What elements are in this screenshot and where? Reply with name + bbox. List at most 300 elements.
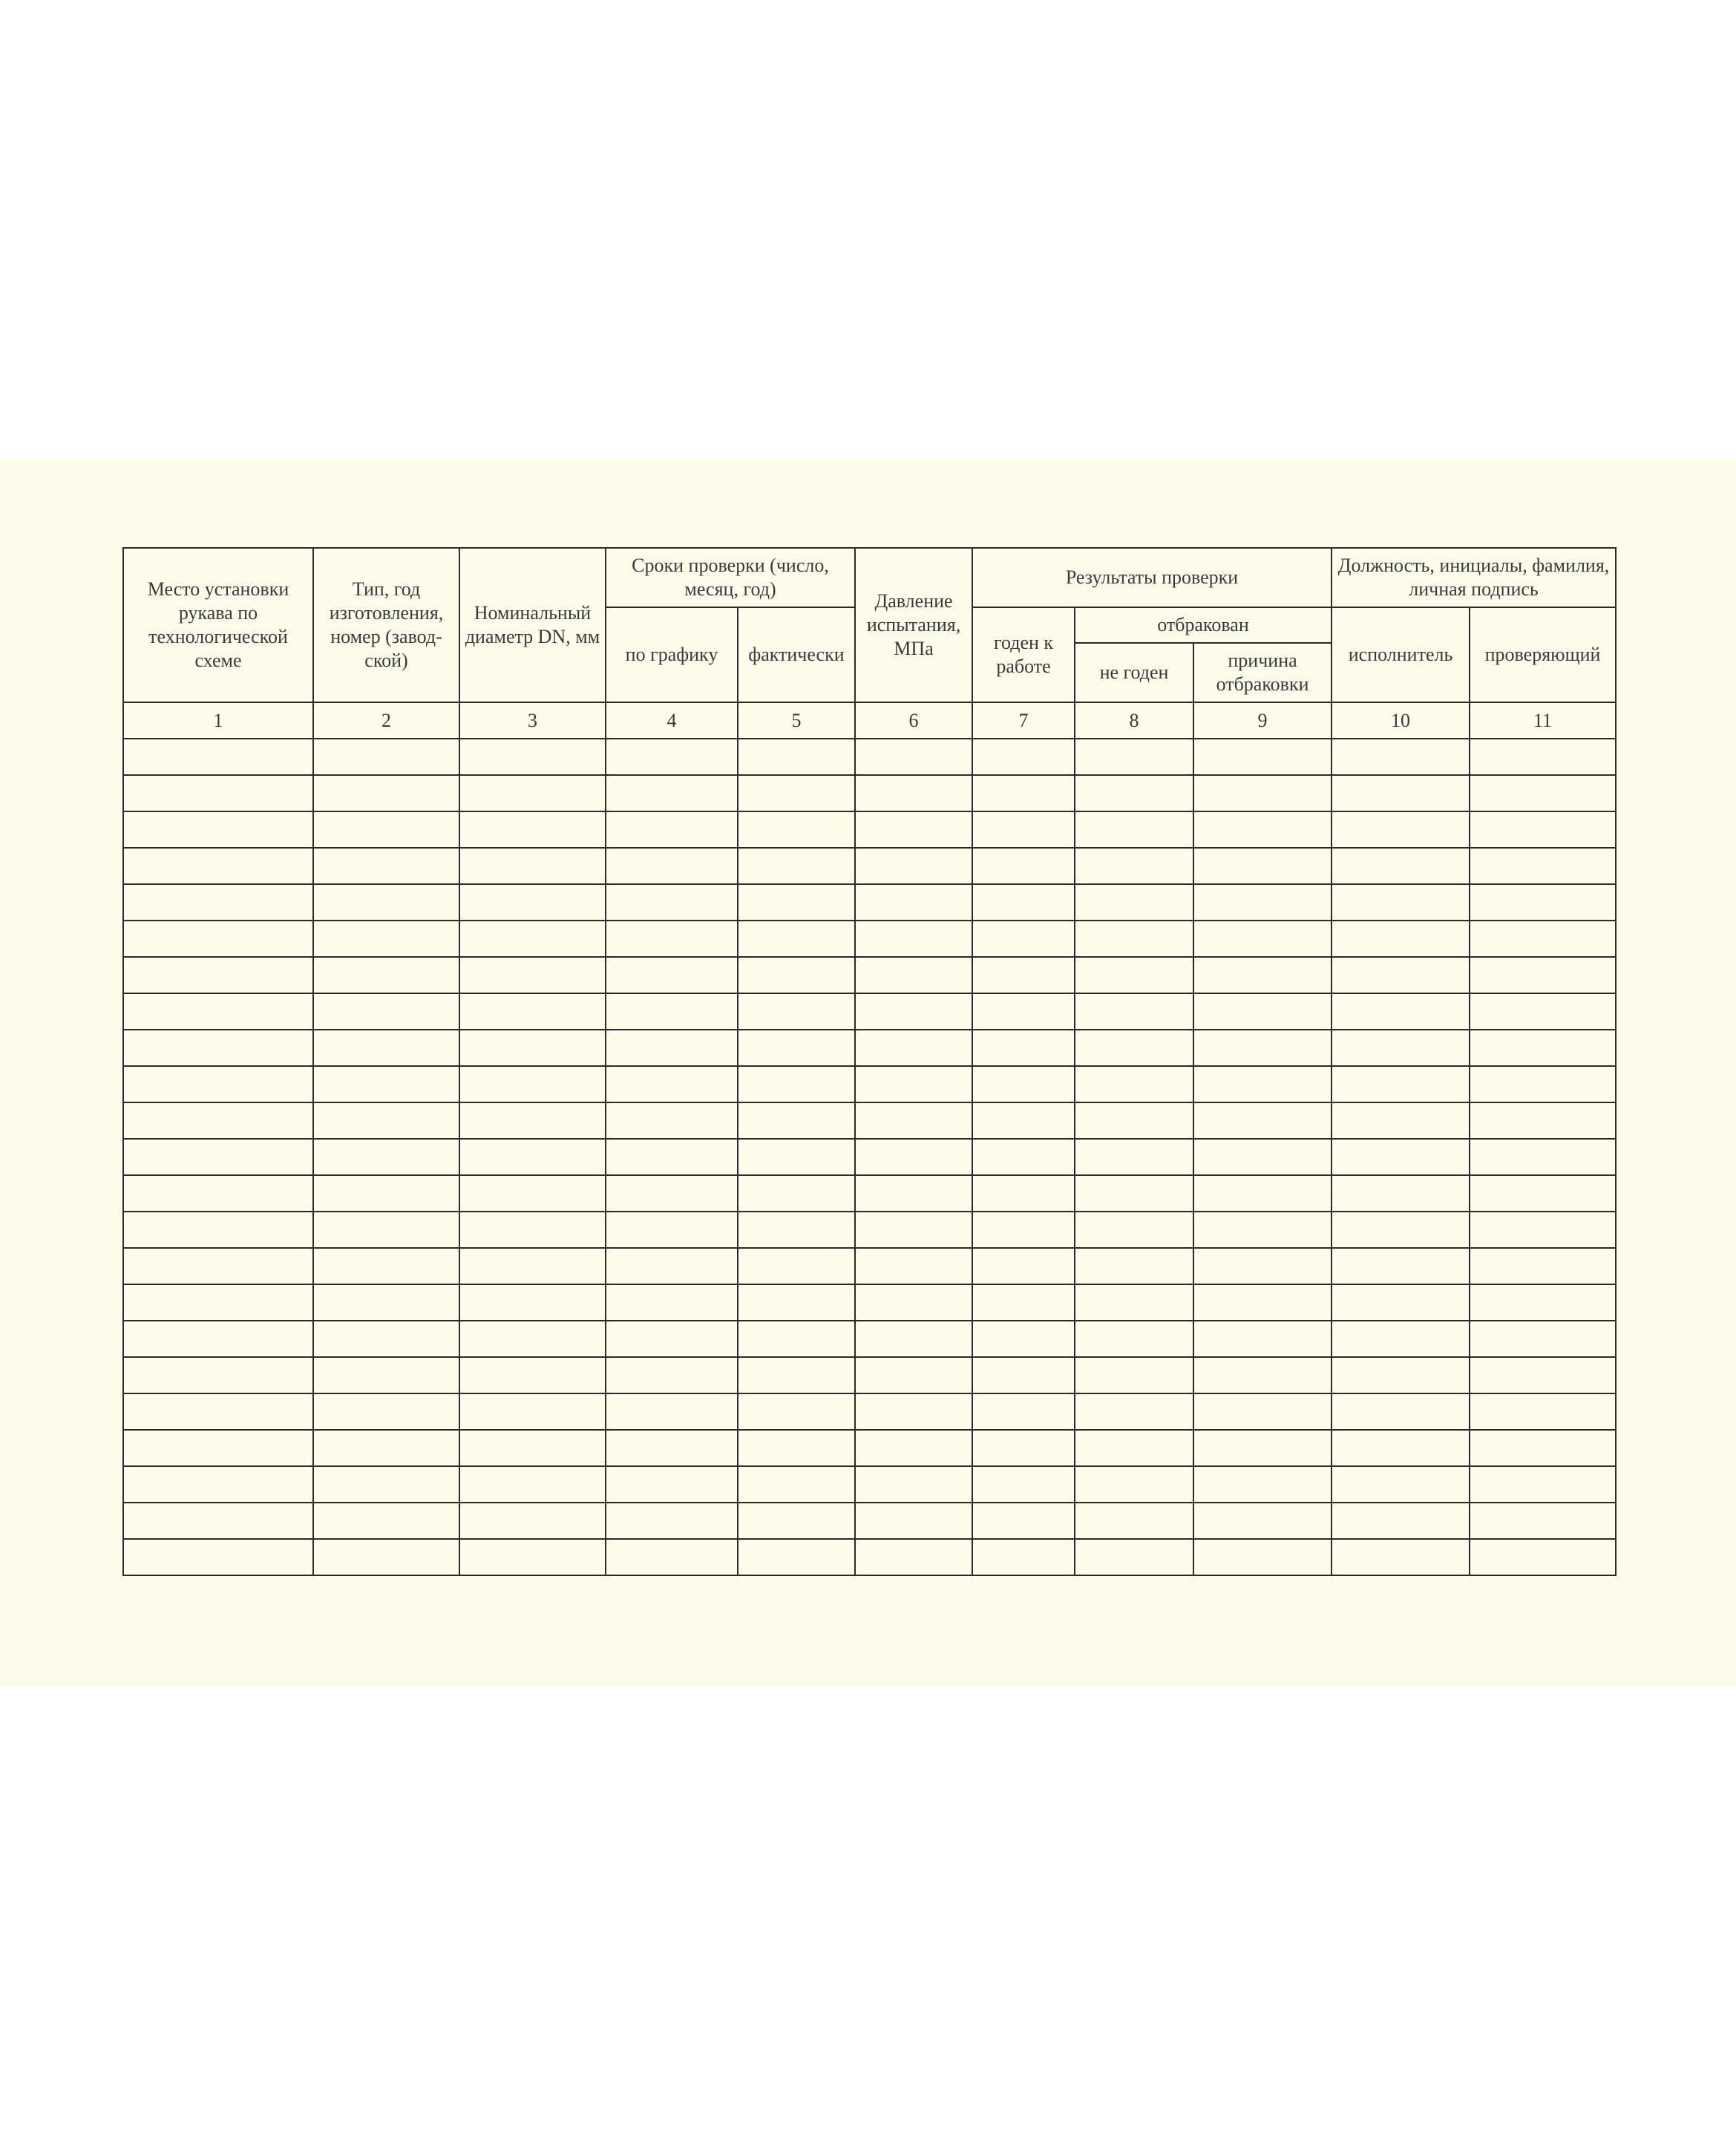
entry-cell[interactable] bbox=[972, 921, 1075, 957]
entry-cell[interactable] bbox=[1470, 739, 1616, 775]
header-scheduled: по графику bbox=[606, 607, 738, 702]
entry-cell[interactable] bbox=[855, 739, 972, 775]
entry-cell[interactable] bbox=[1332, 1321, 1470, 1357]
table-row bbox=[123, 1321, 1616, 1357]
entry-cell[interactable] bbox=[313, 848, 459, 884]
entry-cell[interactable] bbox=[123, 1139, 313, 1175]
entry-cell[interactable] bbox=[1193, 1066, 1332, 1102]
entry-cell[interactable] bbox=[1470, 1284, 1616, 1321]
entry-cell[interactable] bbox=[123, 921, 313, 957]
entry-cell[interactable] bbox=[123, 848, 313, 884]
entry-cell[interactable] bbox=[459, 1430, 606, 1466]
entry-cell[interactable] bbox=[738, 739, 855, 775]
entry-cell[interactable] bbox=[972, 848, 1075, 884]
entry-cell[interactable] bbox=[738, 1466, 855, 1503]
entry-cell[interactable] bbox=[606, 1102, 738, 1139]
entry-cell[interactable] bbox=[1193, 1357, 1332, 1393]
entry-cell[interactable] bbox=[1075, 1139, 1193, 1175]
entry-cell[interactable] bbox=[1332, 921, 1470, 957]
entry-cell[interactable] bbox=[606, 1284, 738, 1321]
entry-cell[interactable] bbox=[313, 1430, 459, 1466]
entry-cell[interactable] bbox=[313, 921, 459, 957]
entry-cell[interactable] bbox=[313, 957, 459, 993]
entry-cell[interactable] bbox=[855, 884, 972, 921]
entry-cell[interactable] bbox=[1332, 848, 1470, 884]
table-row bbox=[123, 1393, 1616, 1430]
table-row bbox=[123, 811, 1616, 848]
entry-cell[interactable] bbox=[313, 1066, 459, 1102]
entry-cell[interactable] bbox=[1193, 921, 1332, 957]
entry-cell[interactable] bbox=[738, 1393, 855, 1430]
entry-cell[interactable] bbox=[1332, 811, 1470, 848]
entry-cell[interactable] bbox=[972, 1102, 1075, 1139]
entry-cell[interactable] bbox=[738, 1102, 855, 1139]
entry-cell[interactable] bbox=[1332, 1066, 1470, 1102]
entry-cell[interactable] bbox=[313, 1248, 459, 1284]
entry-cell[interactable] bbox=[459, 1466, 606, 1503]
entry-cell[interactable] bbox=[855, 775, 972, 811]
column-number: 5 bbox=[738, 702, 855, 739]
entry-cell[interactable] bbox=[1075, 1357, 1193, 1393]
entry-cell[interactable] bbox=[606, 884, 738, 921]
entry-cell[interactable] bbox=[606, 1357, 738, 1393]
entry-cell[interactable] bbox=[738, 1212, 855, 1248]
column-number: 7 bbox=[972, 702, 1075, 739]
entry-cell[interactable] bbox=[1193, 1175, 1332, 1212]
entry-cell[interactable] bbox=[972, 1466, 1075, 1503]
entry-cell[interactable] bbox=[1470, 1066, 1616, 1102]
entry-cell[interactable] bbox=[313, 1102, 459, 1139]
entry-cell[interactable] bbox=[1332, 884, 1470, 921]
table-body bbox=[123, 702, 1616, 1575]
entry-cell[interactable] bbox=[1193, 1503, 1332, 1539]
entry-cell[interactable] bbox=[855, 1539, 972, 1575]
table-row bbox=[123, 1248, 1616, 1284]
entry-cell[interactable] bbox=[123, 1212, 313, 1248]
entry-cell[interactable] bbox=[459, 884, 606, 921]
entry-cell[interactable] bbox=[1193, 848, 1332, 884]
table-row bbox=[123, 1066, 1616, 1102]
entry-cell[interactable] bbox=[123, 1175, 313, 1212]
entry-cell[interactable] bbox=[606, 1393, 738, 1430]
entry-cell[interactable] bbox=[738, 1030, 855, 1066]
entry-cell[interactable] bbox=[1470, 1503, 1616, 1539]
entry-cell[interactable] bbox=[1470, 957, 1616, 993]
entry-cell[interactable] bbox=[1470, 811, 1616, 848]
entry-cell[interactable] bbox=[459, 1175, 606, 1212]
entry-cell[interactable] bbox=[459, 1393, 606, 1430]
entry-cell[interactable] bbox=[855, 1066, 972, 1102]
header-group-results: Результаты проверки bbox=[972, 548, 1332, 607]
entry-cell[interactable] bbox=[855, 1175, 972, 1212]
entry-cell[interactable] bbox=[1075, 1066, 1193, 1102]
entry-cell[interactable] bbox=[855, 993, 972, 1030]
entry-cell[interactable] bbox=[1193, 1030, 1332, 1066]
entry-cell[interactable] bbox=[1470, 775, 1616, 811]
header-type-year-number: Тип, год изготовления, номер (завод-ской) bbox=[313, 548, 459, 702]
entry-cell[interactable] bbox=[459, 1102, 606, 1139]
entry-cell[interactable] bbox=[1470, 1102, 1616, 1139]
entry-cell[interactable] bbox=[123, 1102, 313, 1139]
entry-cell[interactable] bbox=[1075, 1503, 1193, 1539]
entry-cell[interactable] bbox=[1470, 848, 1616, 884]
column-number: 2 bbox=[313, 702, 459, 739]
entry-cell[interactable] bbox=[855, 1393, 972, 1430]
entry-cell[interactable] bbox=[1470, 993, 1616, 1030]
entry-cell[interactable] bbox=[606, 921, 738, 957]
entry-cell[interactable] bbox=[972, 993, 1075, 1030]
entry-cell[interactable] bbox=[1332, 1503, 1470, 1539]
entry-cell[interactable] bbox=[1332, 1357, 1470, 1393]
table-row bbox=[123, 884, 1616, 921]
table-row bbox=[123, 921, 1616, 957]
entry-cell[interactable] bbox=[313, 884, 459, 921]
entry-cell[interactable] bbox=[313, 1393, 459, 1430]
table-row bbox=[123, 993, 1616, 1030]
entry-cell[interactable] bbox=[1332, 1175, 1470, 1212]
entry-cell[interactable] bbox=[738, 1284, 855, 1321]
entry-cell[interactable] bbox=[1470, 1175, 1616, 1212]
entry-cell[interactable] bbox=[606, 1030, 738, 1066]
entry-cell[interactable] bbox=[123, 739, 313, 775]
entry-cell[interactable] bbox=[606, 1539, 738, 1575]
table-row bbox=[123, 1539, 1616, 1575]
entry-cell[interactable] bbox=[606, 1466, 738, 1503]
entry-cell[interactable] bbox=[1470, 1430, 1616, 1466]
entry-cell[interactable] bbox=[738, 1430, 855, 1466]
entry-cell[interactable] bbox=[1075, 921, 1193, 957]
entry-cell[interactable] bbox=[459, 1503, 606, 1539]
entry-cell[interactable] bbox=[1075, 1030, 1193, 1066]
entry-cell[interactable] bbox=[313, 1539, 459, 1575]
entry-cell[interactable] bbox=[459, 921, 606, 957]
entry-cell[interactable] bbox=[1075, 957, 1193, 993]
entry-cell[interactable] bbox=[1193, 1466, 1332, 1503]
entry-cell[interactable] bbox=[972, 957, 1075, 993]
entry-cell[interactable] bbox=[1470, 1321, 1616, 1357]
entry-cell[interactable] bbox=[123, 1430, 313, 1466]
entry-cell[interactable] bbox=[459, 1284, 606, 1321]
entry-cell[interactable] bbox=[313, 993, 459, 1030]
entry-cell[interactable] bbox=[972, 1175, 1075, 1212]
entry-cell[interactable] bbox=[1075, 884, 1193, 921]
entry-cell[interactable] bbox=[313, 1212, 459, 1248]
header-nominal-diameter: Номинальный диаметр DN, мм bbox=[459, 548, 606, 702]
entry-cell[interactable] bbox=[1075, 1430, 1193, 1466]
entry-cell[interactable] bbox=[972, 1066, 1075, 1102]
entry-cell[interactable] bbox=[972, 1284, 1075, 1321]
table-row bbox=[123, 1139, 1616, 1175]
entry-cell[interactable] bbox=[1470, 1393, 1616, 1430]
hose-inspection-table bbox=[122, 547, 1617, 1576]
entry-cell[interactable] bbox=[459, 957, 606, 993]
entry-cell[interactable] bbox=[313, 1284, 459, 1321]
entry-cell[interactable] bbox=[1470, 1357, 1616, 1393]
entry-cell[interactable] bbox=[606, 1066, 738, 1102]
entry-cell[interactable] bbox=[972, 1539, 1075, 1575]
entry-cell[interactable] bbox=[1470, 884, 1616, 921]
entry-cell[interactable] bbox=[606, 993, 738, 1030]
entry-cell[interactable] bbox=[1470, 1466, 1616, 1503]
entry-cell[interactable] bbox=[1193, 775, 1332, 811]
table-row bbox=[123, 1357, 1616, 1393]
entry-cell[interactable] bbox=[123, 1539, 313, 1575]
entry-cell[interactable] bbox=[313, 1503, 459, 1539]
entry-cell[interactable] bbox=[459, 811, 606, 848]
header-performer: исполнитель bbox=[1332, 607, 1470, 702]
entry-cell[interactable] bbox=[855, 1466, 972, 1503]
entry-cell[interactable] bbox=[855, 921, 972, 957]
entry-cell[interactable] bbox=[972, 775, 1075, 811]
table-row bbox=[123, 775, 1616, 811]
entry-cell[interactable] bbox=[313, 1175, 459, 1212]
entry-cell[interactable] bbox=[1075, 1466, 1193, 1503]
entry-cell[interactable] bbox=[855, 957, 972, 993]
entry-cell[interactable] bbox=[855, 1503, 972, 1539]
entry-cell[interactable] bbox=[738, 1321, 855, 1357]
entry-cell[interactable] bbox=[123, 1393, 313, 1430]
entry-cell[interactable] bbox=[313, 1466, 459, 1503]
header-actual: фактически bbox=[738, 607, 855, 702]
entry-cell[interactable] bbox=[738, 1357, 855, 1393]
entry-cell[interactable] bbox=[1193, 1139, 1332, 1175]
entry-cell[interactable] bbox=[1332, 1248, 1470, 1284]
entry-cell[interactable] bbox=[459, 739, 606, 775]
entry-cell[interactable] bbox=[738, 1539, 855, 1575]
entry-cell[interactable] bbox=[972, 1357, 1075, 1393]
entry-cell[interactable] bbox=[855, 1248, 972, 1284]
entry-cell[interactable] bbox=[855, 1284, 972, 1321]
entry-cell[interactable] bbox=[855, 1030, 972, 1066]
entry-cell[interactable] bbox=[123, 884, 313, 921]
entry-cell[interactable] bbox=[1470, 921, 1616, 957]
entry-cell[interactable] bbox=[1193, 1321, 1332, 1357]
entry-cell[interactable] bbox=[738, 921, 855, 957]
entry-cell[interactable] bbox=[972, 1430, 1075, 1466]
entry-cell[interactable] bbox=[972, 1393, 1075, 1430]
entry-cell[interactable] bbox=[606, 739, 738, 775]
entry-cell[interactable] bbox=[459, 1248, 606, 1284]
entry-cell[interactable] bbox=[972, 1248, 1075, 1284]
entry-cell[interactable] bbox=[1193, 1539, 1332, 1575]
column-number: 6 bbox=[855, 702, 972, 739]
entry-cell[interactable] bbox=[1470, 1539, 1616, 1575]
column-number: 10 bbox=[1332, 702, 1470, 739]
entry-cell[interactable] bbox=[459, 1030, 606, 1066]
entry-cell[interactable] bbox=[972, 811, 1075, 848]
entry-cell[interactable] bbox=[972, 1030, 1075, 1066]
entry-cell[interactable] bbox=[313, 1321, 459, 1357]
entry-cell[interactable] bbox=[1075, 1175, 1193, 1212]
table-row bbox=[123, 1430, 1616, 1466]
entry-cell[interactable] bbox=[972, 739, 1075, 775]
table-row bbox=[123, 1175, 1616, 1212]
entry-cell[interactable] bbox=[606, 1321, 738, 1357]
entry-cell[interactable] bbox=[1075, 775, 1193, 811]
entry-cell[interactable] bbox=[1075, 1284, 1193, 1321]
entry-cell[interactable] bbox=[1332, 1430, 1470, 1466]
table-row bbox=[123, 1503, 1616, 1539]
entry-cell[interactable] bbox=[1193, 884, 1332, 921]
entry-cell[interactable] bbox=[855, 1102, 972, 1139]
entry-cell[interactable] bbox=[606, 775, 738, 811]
entry-cell[interactable] bbox=[1075, 811, 1193, 848]
entry-cell[interactable] bbox=[123, 811, 313, 848]
header-group-person: Должность, инициалы, фамилия, личная подпись bbox=[1332, 548, 1616, 607]
entry-cell[interactable] bbox=[738, 1175, 855, 1212]
entry-cell[interactable] bbox=[459, 993, 606, 1030]
table-row bbox=[123, 1212, 1616, 1248]
header-location: Место установки рукава по технологической схеме bbox=[123, 548, 313, 702]
entry-cell[interactable] bbox=[1075, 1393, 1193, 1430]
entry-cell[interactable] bbox=[459, 775, 606, 811]
header-unfit: не годен bbox=[1075, 643, 1193, 702]
entry-cell[interactable] bbox=[738, 884, 855, 921]
entry-cell[interactable] bbox=[1332, 993, 1470, 1030]
entry-cell[interactable] bbox=[1332, 1466, 1470, 1503]
entry-cell[interactable] bbox=[123, 1321, 313, 1357]
entry-cell[interactable] bbox=[606, 1139, 738, 1175]
entry-cell[interactable] bbox=[1193, 993, 1332, 1030]
column-number: 4 bbox=[606, 702, 738, 739]
entry-cell[interactable] bbox=[1193, 1393, 1332, 1430]
entry-cell[interactable] bbox=[855, 1357, 972, 1393]
entry-cell[interactable] bbox=[459, 1066, 606, 1102]
entry-cell[interactable] bbox=[1075, 1212, 1193, 1248]
entry-cell[interactable] bbox=[1193, 1284, 1332, 1321]
entry-cell[interactable] bbox=[606, 1175, 738, 1212]
entry-cell[interactable] bbox=[972, 884, 1075, 921]
entry-cell[interactable] bbox=[606, 1430, 738, 1466]
column-number: 1 bbox=[123, 702, 313, 739]
entry-cell[interactable] bbox=[123, 775, 313, 811]
entry-cell[interactable] bbox=[1332, 1284, 1470, 1321]
entry-cell[interactable] bbox=[1332, 957, 1470, 993]
entry-cell[interactable] bbox=[855, 1321, 972, 1357]
entry-cell[interactable] bbox=[1193, 957, 1332, 993]
table-row bbox=[123, 739, 1616, 775]
entry-cell[interactable] bbox=[738, 848, 855, 884]
header-reject-reason: причина отбраковки bbox=[1193, 643, 1332, 702]
entry-cell[interactable] bbox=[123, 1503, 313, 1539]
entry-cell[interactable] bbox=[459, 1321, 606, 1357]
entry-cell[interactable] bbox=[123, 993, 313, 1030]
entry-cell[interactable] bbox=[1332, 1102, 1470, 1139]
entry-cell[interactable] bbox=[123, 1066, 313, 1102]
entry-cell[interactable] bbox=[1470, 1212, 1616, 1248]
entry-cell[interactable] bbox=[1470, 1139, 1616, 1175]
entry-cell[interactable] bbox=[972, 1212, 1075, 1248]
entry-cell[interactable] bbox=[1193, 811, 1332, 848]
entry-cell[interactable] bbox=[855, 1430, 972, 1466]
entry-cell[interactable] bbox=[313, 1139, 459, 1175]
entry-cell[interactable] bbox=[972, 1321, 1075, 1357]
entry-cell[interactable] bbox=[459, 1539, 606, 1575]
entry-cell[interactable] bbox=[459, 1139, 606, 1175]
column-number: 3 bbox=[459, 702, 606, 739]
table-row bbox=[123, 1030, 1616, 1066]
entry-cell[interactable] bbox=[738, 1139, 855, 1175]
entry-cell[interactable] bbox=[1332, 739, 1470, 775]
entry-cell[interactable] bbox=[313, 811, 459, 848]
entry-cell[interactable] bbox=[459, 1357, 606, 1393]
entry-cell[interactable] bbox=[606, 1503, 738, 1539]
entry-cell[interactable] bbox=[313, 775, 459, 811]
entry-cell[interactable] bbox=[313, 1030, 459, 1066]
entry-cell[interactable] bbox=[1332, 1212, 1470, 1248]
header-group-rejected: отбракован bbox=[1075, 607, 1332, 643]
entry-cell[interactable] bbox=[1193, 1248, 1332, 1284]
entry-cell[interactable] bbox=[123, 1284, 313, 1321]
entry-cell[interactable] bbox=[123, 1248, 313, 1284]
entry-cell[interactable] bbox=[459, 1212, 606, 1248]
entry-cell[interactable] bbox=[1075, 1102, 1193, 1139]
entry-cell[interactable] bbox=[972, 1503, 1075, 1539]
entry-cell[interactable] bbox=[123, 1030, 313, 1066]
entry-cell[interactable] bbox=[738, 1503, 855, 1539]
entry-cell[interactable] bbox=[1075, 739, 1193, 775]
entry-cell[interactable] bbox=[1075, 1248, 1193, 1284]
entry-cell[interactable] bbox=[313, 739, 459, 775]
entry-cell[interactable] bbox=[738, 993, 855, 1030]
entry-cell[interactable] bbox=[1193, 1102, 1332, 1139]
entry-cell[interactable] bbox=[738, 811, 855, 848]
entry-cell[interactable] bbox=[1193, 1430, 1332, 1466]
entry-cell[interactable] bbox=[855, 1139, 972, 1175]
entry-cell[interactable] bbox=[1075, 993, 1193, 1030]
entry-cell[interactable] bbox=[1075, 1321, 1193, 1357]
entry-cell[interactable] bbox=[855, 1212, 972, 1248]
column-number: 9 bbox=[1193, 702, 1332, 739]
entry-cell[interactable] bbox=[123, 1357, 313, 1393]
table-row bbox=[123, 848, 1616, 884]
entry-cell[interactable] bbox=[1332, 775, 1470, 811]
entry-cell[interactable] bbox=[1332, 1393, 1470, 1430]
entry-cell[interactable] bbox=[1332, 1030, 1470, 1066]
header-test-pressure: Давление испытания, МПа bbox=[855, 548, 972, 702]
entry-cell[interactable] bbox=[123, 1466, 313, 1503]
entry-cell[interactable] bbox=[1470, 1248, 1616, 1284]
entry-cell[interactable] bbox=[738, 1066, 855, 1102]
entry-cell[interactable] bbox=[606, 1248, 738, 1284]
entry-cell[interactable] bbox=[1332, 1139, 1470, 1175]
entry-cell[interactable] bbox=[606, 811, 738, 848]
entry-cell[interactable] bbox=[738, 775, 855, 811]
entry-cell[interactable] bbox=[855, 811, 972, 848]
entry-cell[interactable] bbox=[313, 1357, 459, 1393]
entry-cell[interactable] bbox=[738, 1248, 855, 1284]
header-inspector: проверяющий bbox=[1470, 607, 1616, 702]
entry-cell[interactable] bbox=[606, 957, 738, 993]
column-number: 11 bbox=[1470, 702, 1616, 739]
entry-cell[interactable] bbox=[1193, 1212, 1332, 1248]
entry-cell[interactable] bbox=[855, 848, 972, 884]
entry-cell[interactable] bbox=[1075, 1539, 1193, 1575]
entry-cell[interactable] bbox=[459, 848, 606, 884]
table-row bbox=[123, 1284, 1616, 1321]
entry-cell[interactable] bbox=[972, 1139, 1075, 1175]
entry-cell[interactable] bbox=[738, 957, 855, 993]
entry-cell[interactable] bbox=[606, 848, 738, 884]
entry-cell[interactable] bbox=[1075, 848, 1193, 884]
entry-cell[interactable] bbox=[123, 957, 313, 993]
entry-cell[interactable] bbox=[606, 1212, 738, 1248]
header-fit-for-work: годен к работе bbox=[972, 607, 1075, 702]
entry-cell[interactable] bbox=[1193, 739, 1332, 775]
column-number: 8 bbox=[1075, 702, 1193, 739]
entry-cell[interactable] bbox=[1332, 1539, 1470, 1575]
entry-cell[interactable] bbox=[1470, 1030, 1616, 1066]
